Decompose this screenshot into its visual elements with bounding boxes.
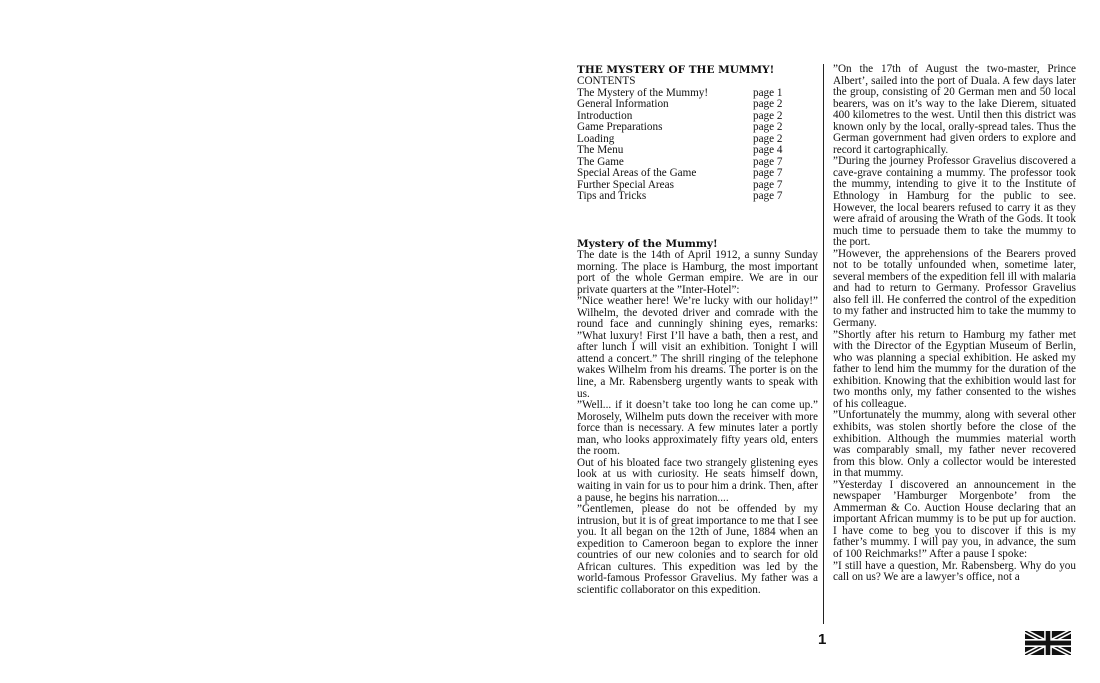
toc-page: page 7 xyxy=(753,178,783,191)
paragraph: ”Gentlemen, please do not be offended by my intrusion, but it is of great importance to me that I see you. It all began on the 12th of June, 1884 when an expedition to Cameroon began to explore the inner countries of our new colonies and to search for old African cultures. This expedition was led by the world-famous Professor Gravelius. My father was a scientific collaborator on this expedition. xyxy=(577,503,818,596)
paragraph: ”I still have a question, Mr. Rabensberg. Why do you call on us? We are a lawyer’s office, not a xyxy=(833,559,1076,584)
toc-title: Loading xyxy=(577,132,615,145)
paragraph: ”During the journey Professor Gravelius discovered a cave-grave containing a mummy. The professor took the mummy, intending to give it to the Institute of Ethnology in Hamburg for the public to see. However, the local bearers refused to carry it as they were afraid of arousing the Wrath of the Gods. It took much time to persuade them to take the mummy to the port. xyxy=(833,155,1076,249)
paragraph: ”Shortly after his return to Hamburg my father met with the Director of the Egyptian Museum of Berlin, who was planning a special exhibition. He asked my father to lend him the mummy for the duration of the exhibition. Knowing that the exhibition would last for two months only, my father consented to the wishes of his colleague. xyxy=(833,328,1076,410)
toc-page: page 4 xyxy=(753,144,783,157)
toc-page: page 1 xyxy=(753,86,783,99)
toc-page: page 2 xyxy=(753,121,783,134)
left-column xyxy=(577,64,818,596)
table-of-contents xyxy=(577,88,818,203)
section-heading: Mystery of the Mummy! xyxy=(577,238,718,251)
toc-title: Further Special Areas xyxy=(577,178,674,191)
toc-title: Tips and Tricks xyxy=(577,190,647,203)
paragraph: ”Nice weather here! We’re lucky with our holiday!” Wilhelm, the devoted driver and comrade with the round face and cunningly shining eyes, remarks: ”What luxury! First I’ll have a bath, then a rest, and after lunch I will visit an exhibition. Tonight I will attend a concert.” The shrill ringing of the telephone wakes Wilhelm from his dreams. The porter is on the line, a Mr. Rabensberg urgently wants to speak with us. xyxy=(577,295,818,400)
toc-title: Game Preparations xyxy=(577,121,663,134)
toc-title: The Mystery of the Mummy! xyxy=(577,86,709,99)
paragraph: ”On the 17th of August the two-master, Prince Albert’, sailed into the port of Duala. A few days later the group, consisting of 20 German men and 50 local bearers, was on it’s way to the lake Dierem, situated 400 kilometres to the west. Until then this district was known only by the local, orally-spread tales. Thus the German government had given orders to explore and record it cartographically. xyxy=(833,63,1076,156)
spacer xyxy=(577,203,818,238)
paragraph: ”Yesterday I discovered an announcement in the newspaper ’Hamburger Morgenbote’ from the Ammerman & Co. Auction House declaring that an important African mummy is to be put up for auction. I have come to beg you to discover if this is my father’s mummy. I will pay you, in advance, the sum of 100 Reichmarks!” After a pause I spoke: xyxy=(833,478,1076,560)
column-divider xyxy=(823,64,824,624)
toc-page: page 7 xyxy=(753,167,783,180)
paragraph: ”Well... if it doesn’t take too long he can come up.” Morosely, Wilhelm puts down the receiver with more force than is necessary. A few minutes later a portly man, who looks approximately fifty years old, enters the room. xyxy=(577,399,818,458)
toc-row xyxy=(577,99,818,111)
toc-page: page 2 xyxy=(753,98,783,111)
paragraph: ”Unfortunately the mummy, along with several other exhibits, was stolen shortly before the close of the exhibition. Although the mummies material worth was comparably small, my father never recovered from this blow. Only a collector would be interested in that mummy. xyxy=(833,409,1076,480)
contents-header: THE MYSTERY OF THE MUMMY! xyxy=(577,64,775,76)
union-jack-flag-icon xyxy=(1025,631,1071,655)
toc-title: Introduction xyxy=(577,109,633,122)
right-column xyxy=(833,64,1076,584)
paragraph: The date is the 14th of April 1912, a sunny Sunday morning. The place is Hamburg, the most important port of the whole German empire. We are in our private quarters at the ”Inter-Hotel”: xyxy=(577,249,818,296)
toc-page: page 2 xyxy=(753,132,783,145)
left-body-text xyxy=(577,250,818,596)
toc-row xyxy=(577,122,818,134)
toc-title: The Game xyxy=(577,155,624,168)
toc-row xyxy=(577,191,818,203)
toc-page: page 7 xyxy=(753,155,783,168)
right-body-text xyxy=(833,64,1076,584)
paragraph: Out of his bloated face two strangely glistening eyes look at us with curiosity. He seats himself down, waiting in vain for us to pour him a drink. Then, after a pause, he begins his narration.... xyxy=(577,456,818,504)
toc-title: General Information xyxy=(577,98,669,111)
toc-title: Special Areas of the Game xyxy=(577,167,697,180)
contents-label: CONTENTS xyxy=(577,75,636,87)
page-number: 1 xyxy=(818,631,827,648)
toc-page: page 2 xyxy=(753,109,783,122)
paragraph: ”However, the apprehensions of the Bearers proved not to be totally unfounded when, sometime later, several members of the expedition fell ill with malaria and had to return to Germany. Professor Gravelius also fell ill. He conferred the control of the expedition to my father and instructed him to take the mummy to Germany. xyxy=(833,247,1076,330)
toc-page: page 7 xyxy=(753,190,783,203)
toc-title: The Menu xyxy=(577,144,624,157)
